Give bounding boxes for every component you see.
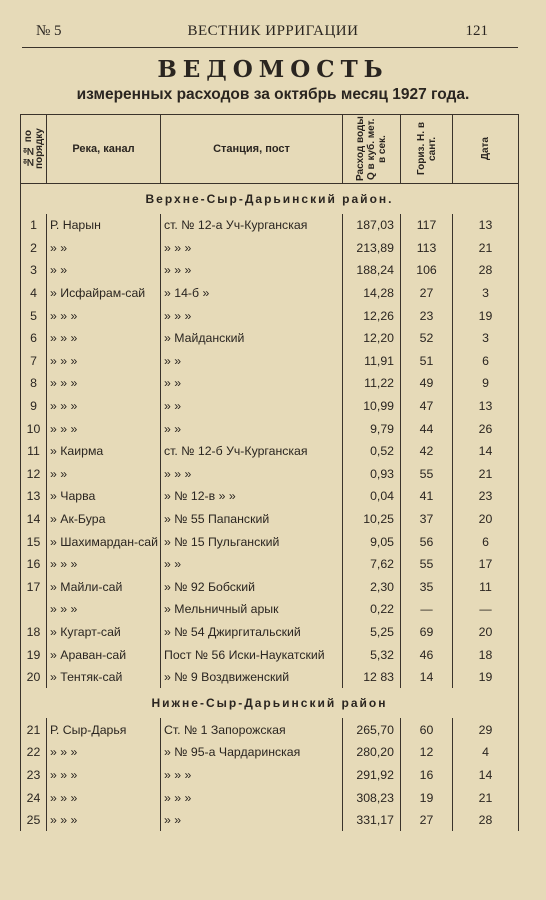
date-cell: 21 <box>453 463 519 486</box>
row-number: 19 <box>21 643 47 666</box>
table-row <box>21 372 519 395</box>
date-cell: 20 <box>453 621 519 644</box>
level-cell: 60 <box>401 718 453 741</box>
date-cell: 26 <box>453 417 519 440</box>
level-cell: — <box>401 598 453 621</box>
discharge-cell: 0,04 <box>343 485 401 508</box>
running-head <box>0 20 546 46</box>
row-number: 3 <box>21 259 47 282</box>
station-cell: ст. № 12-а Уч-Курганская <box>161 214 343 237</box>
river-cell: » » <box>47 237 161 260</box>
station-cell: » № 12-в » » <box>161 485 343 508</box>
region-heading-row <box>21 184 519 215</box>
station-cell: » № 15 Пульганский <box>161 530 343 553</box>
date-cell: 18 <box>453 643 519 666</box>
discharge-cell: 5,32 <box>343 643 401 666</box>
table-row <box>21 417 519 440</box>
table-row <box>21 259 519 282</box>
station-cell: » Майданский <box>161 327 343 350</box>
row-number: 24 <box>21 786 47 809</box>
row-number: 23 <box>21 764 47 787</box>
table-row <box>21 237 519 260</box>
discharge-cell: 187,03 <box>343 214 401 237</box>
river-cell: » » » <box>47 786 161 809</box>
discharge-cell: 331,17 <box>343 809 401 832</box>
level-cell: 12 <box>401 741 453 764</box>
discharge-cell: 2,30 <box>343 576 401 599</box>
table-row <box>21 350 519 373</box>
level-cell: 42 <box>401 440 453 463</box>
row-number: 10 <box>21 417 47 440</box>
row-number: 15 <box>21 530 47 553</box>
river-cell: » » » <box>47 395 161 418</box>
column-header-station: Станция, пост <box>161 115 343 184</box>
river-cell: Р. Нарын <box>47 214 161 237</box>
table-row <box>21 786 519 809</box>
station-cell: » » <box>161 372 343 395</box>
river-cell: » » » <box>47 553 161 576</box>
station-cell: Ст. № 1 Запорожская <box>161 718 343 741</box>
discharge-cell: 12 83 <box>343 666 401 689</box>
column-header-date: Дата <box>453 115 519 184</box>
station-cell: » № 95-а Чардаринская <box>161 741 343 764</box>
date-cell: 3 <box>453 327 519 350</box>
level-cell: 47 <box>401 395 453 418</box>
date-cell: 28 <box>453 259 519 282</box>
table-row <box>21 718 519 741</box>
row-number: 18 <box>21 621 47 644</box>
table-row <box>21 440 519 463</box>
date-cell: 6 <box>453 350 519 373</box>
station-cell: » » <box>161 417 343 440</box>
row-number: 6 <box>21 327 47 350</box>
level-cell: 51 <box>401 350 453 373</box>
station-cell: » № 55 Папанский <box>161 508 343 531</box>
discharge-cell: 10,99 <box>343 395 401 418</box>
river-cell: » » » <box>47 764 161 787</box>
table-row <box>21 508 519 531</box>
discharge-cell: 10,25 <box>343 508 401 531</box>
river-cell: » » » <box>47 741 161 764</box>
table-row <box>21 282 519 305</box>
discharge-cell: 12,26 <box>343 304 401 327</box>
river-cell: » » » <box>47 304 161 327</box>
row-number <box>21 598 47 621</box>
river-cell: » Шахимардан-сай <box>47 530 161 553</box>
row-number: 1 <box>21 214 47 237</box>
table-row <box>21 553 519 576</box>
level-cell: 55 <box>401 553 453 576</box>
level-cell: 55 <box>401 463 453 486</box>
level-cell: 14 <box>401 666 453 689</box>
level-cell: 37 <box>401 508 453 531</box>
river-cell: » Тентяк-сай <box>47 666 161 689</box>
table-row <box>21 395 519 418</box>
row-number: 20 <box>21 666 47 689</box>
row-number: 22 <box>21 741 47 764</box>
column-header-number: №№ по порядку <box>21 115 47 184</box>
level-cell: 117 <box>401 214 453 237</box>
discharge-cell: 188,24 <box>343 259 401 282</box>
discharge-cell: 213,89 <box>343 237 401 260</box>
region-heading: Верхне-Сыр-Дарьинский район. <box>21 184 519 215</box>
discharge-cell: 9,05 <box>343 530 401 553</box>
discharge-table <box>20 114 519 831</box>
river-cell: » Каирма <box>47 440 161 463</box>
level-cell: 16 <box>401 764 453 787</box>
row-number: 2 <box>21 237 47 260</box>
row-number: 25 <box>21 809 47 832</box>
discharge-cell: 291,92 <box>343 764 401 787</box>
date-cell: 3 <box>453 282 519 305</box>
row-number: 8 <box>21 372 47 395</box>
date-cell: 11 <box>453 576 519 599</box>
row-number: 17 <box>21 576 47 599</box>
station-cell: » 14-б » <box>161 282 343 305</box>
table-row <box>21 643 519 666</box>
station-cell: » » <box>161 395 343 418</box>
level-cell: 56 <box>401 530 453 553</box>
discharge-cell: 7,62 <box>343 553 401 576</box>
discharge-cell: 5,25 <box>343 621 401 644</box>
discharge-cell: 12,20 <box>343 327 401 350</box>
discharge-cell: 14,28 <box>343 282 401 305</box>
row-number: 12 <box>21 463 47 486</box>
table-row <box>21 576 519 599</box>
river-cell: » Чарва <box>47 485 161 508</box>
journal-title: ВЕСТНИК ИРРИГАЦИИ <box>187 23 359 39</box>
station-cell: » » » <box>161 764 343 787</box>
date-cell: 13 <box>453 395 519 418</box>
level-cell: 27 <box>401 282 453 305</box>
station-cell: Пост № 56 Иски-Наукатский <box>161 643 343 666</box>
row-number: 21 <box>21 718 47 741</box>
level-cell: 41 <box>401 485 453 508</box>
discharge-cell: 0,22 <box>343 598 401 621</box>
row-number: 5 <box>21 304 47 327</box>
date-cell: 21 <box>453 786 519 809</box>
date-cell: 14 <box>453 440 519 463</box>
river-cell: » Майли-сай <box>47 576 161 599</box>
station-cell: » » » <box>161 463 343 486</box>
column-header-level: Гориз. Н. в сант. <box>401 115 453 184</box>
table-row <box>21 485 519 508</box>
table-row <box>21 304 519 327</box>
river-cell: » » » <box>47 327 161 350</box>
table-row <box>21 741 519 764</box>
river-cell: » » » <box>47 350 161 373</box>
row-number: 4 <box>21 282 47 305</box>
level-cell: 35 <box>401 576 453 599</box>
station-cell: » » » <box>161 259 343 282</box>
river-cell: » » <box>47 463 161 486</box>
table-header-row <box>21 115 519 184</box>
station-cell: » № 54 Джиргитальский <box>161 621 343 644</box>
table-row <box>21 666 519 689</box>
discharge-cell: 0,52 <box>343 440 401 463</box>
station-cell: » » <box>161 350 343 373</box>
row-number: 9 <box>21 395 47 418</box>
table-row <box>21 214 519 237</box>
header-rule <box>22 47 518 48</box>
row-number: 11 <box>21 440 47 463</box>
date-cell: 17 <box>453 553 519 576</box>
date-cell: 29 <box>453 718 519 741</box>
station-cell: » » <box>161 809 343 832</box>
date-cell: 6 <box>453 530 519 553</box>
river-cell: » Араван-сай <box>47 643 161 666</box>
table-row <box>21 463 519 486</box>
date-cell: — <box>453 598 519 621</box>
station-cell: » № 92 Бобский <box>161 576 343 599</box>
date-cell: 23 <box>453 485 519 508</box>
station-cell: » № 9 Воздвиженский <box>161 666 343 689</box>
river-cell: » » <box>47 259 161 282</box>
table-row <box>21 809 519 832</box>
river-cell: » » » <box>47 372 161 395</box>
level-cell: 44 <box>401 417 453 440</box>
discharge-cell: 11,22 <box>343 372 401 395</box>
discharge-cell: 280,20 <box>343 741 401 764</box>
date-cell: 19 <box>453 666 519 689</box>
level-cell: 27 <box>401 809 453 832</box>
level-cell: 69 <box>401 621 453 644</box>
column-header-river: Река, канал <box>47 115 161 184</box>
date-cell: 21 <box>453 237 519 260</box>
station-cell: » » » <box>161 237 343 260</box>
date-cell: 9 <box>453 372 519 395</box>
table-row <box>21 530 519 553</box>
river-cell: » » » <box>47 809 161 832</box>
discharge-cell: 265,70 <box>343 718 401 741</box>
river-cell: » » » <box>47 598 161 621</box>
page-number: 121 <box>465 23 488 39</box>
discharge-cell: 9,79 <box>343 417 401 440</box>
table-row <box>21 327 519 350</box>
river-cell: » Исфайрам-сай <box>47 282 161 305</box>
date-cell: 20 <box>453 508 519 531</box>
column-header-discharge: Расход воды Q в куб. мет. в сек. <box>343 115 401 184</box>
discharge-cell: 11,91 <box>343 350 401 373</box>
station-cell: » » <box>161 553 343 576</box>
level-cell: 19 <box>401 786 453 809</box>
river-cell: » Ак-Бура <box>47 508 161 531</box>
river-cell: » » » <box>47 417 161 440</box>
table-row <box>21 598 519 621</box>
row-number: 7 <box>21 350 47 373</box>
row-number: 13 <box>21 485 47 508</box>
row-number: 16 <box>21 553 47 576</box>
station-cell: » » » <box>161 304 343 327</box>
discharge-cell: 308,23 <box>343 786 401 809</box>
station-cell: » Мельничный арык <box>161 598 343 621</box>
date-cell: 19 <box>453 304 519 327</box>
station-cell: » » » <box>161 786 343 809</box>
level-cell: 52 <box>401 327 453 350</box>
level-cell: 113 <box>401 237 453 260</box>
row-number: 14 <box>21 508 47 531</box>
level-cell: 49 <box>401 372 453 395</box>
level-cell: 46 <box>401 643 453 666</box>
level-cell: 106 <box>401 259 453 282</box>
discharge-cell: 0,93 <box>343 463 401 486</box>
document-subtitle: измеренных расходов за октябрь месяц 1927 года. <box>76 86 470 103</box>
table-row <box>21 621 519 644</box>
issue-number: № 5 <box>36 23 62 39</box>
station-cell: ст. № 12-б Уч-Курганская <box>161 440 343 463</box>
table-row <box>21 764 519 787</box>
level-cell: 23 <box>401 304 453 327</box>
river-cell: Р. Сыр-Дарья <box>47 718 161 741</box>
date-cell: 28 <box>453 809 519 832</box>
river-cell: » Кугарт-сай <box>47 621 161 644</box>
region-heading: Нижне-Сыр-Дарьинский район <box>21 688 519 718</box>
document-title: ВЕДОМОСТЬ <box>157 56 389 83</box>
date-cell: 4 <box>453 741 519 764</box>
region-heading-row <box>21 688 519 718</box>
date-cell: 13 <box>453 214 519 237</box>
date-cell: 14 <box>453 764 519 787</box>
